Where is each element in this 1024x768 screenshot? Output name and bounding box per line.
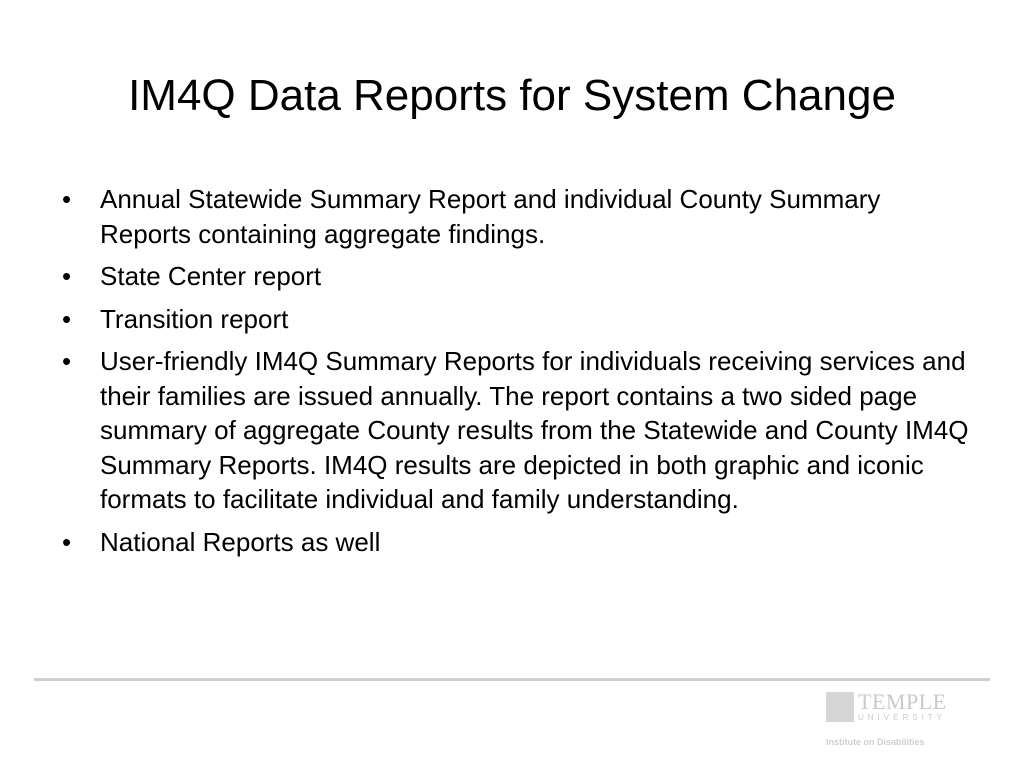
bullet-list	[62, 182, 972, 567]
bullet-national-reports	[62, 525, 972, 560]
logo-wordmark: TEMPLE	[858, 689, 947, 714]
bullet-icon: •	[62, 184, 72, 214]
bullet-icon: •	[62, 261, 72, 291]
temple-logo-mark-icon	[826, 692, 854, 722]
bullet-state-center-report	[62, 259, 972, 294]
bullet-annual-summary-report	[62, 182, 972, 251]
bullet-text: National Reports as well	[100, 526, 381, 557]
temple-university-logo	[826, 689, 976, 750]
bullet-text: Transition report	[100, 303, 289, 334]
bullet-text: State Center report	[100, 261, 322, 291]
bullet-icon: •	[62, 346, 72, 376]
logo-subtitle: UNIVERSITY	[858, 713, 947, 722]
bullet-text: Annual Statewide Summary Report and individual County Summary Reports containing aggregate findings.	[100, 184, 881, 249]
bullet-text: User-friendly IM4Q Summary Reports for individuals receiving services and their families are issued annually. The report contains a two sided page summary of aggregate County results from the Statewide and County IM4Q Summary Reports. IM4Q results are depicted in both graphic and iconic formats to facilitate individual and family understanding.	[100, 346, 969, 514]
logo-tagline: Institute on Disabilities	[826, 737, 925, 747]
slide-title: IM4Q Data Reports for System Change	[128, 71, 896, 120]
bullet-transition-report	[62, 302, 972, 337]
bullet-user-friendly-reports	[62, 344, 972, 517]
footer-divider	[34, 678, 990, 681]
bullet-icon: •	[62, 303, 72, 334]
bullet-icon: •	[62, 526, 72, 557]
